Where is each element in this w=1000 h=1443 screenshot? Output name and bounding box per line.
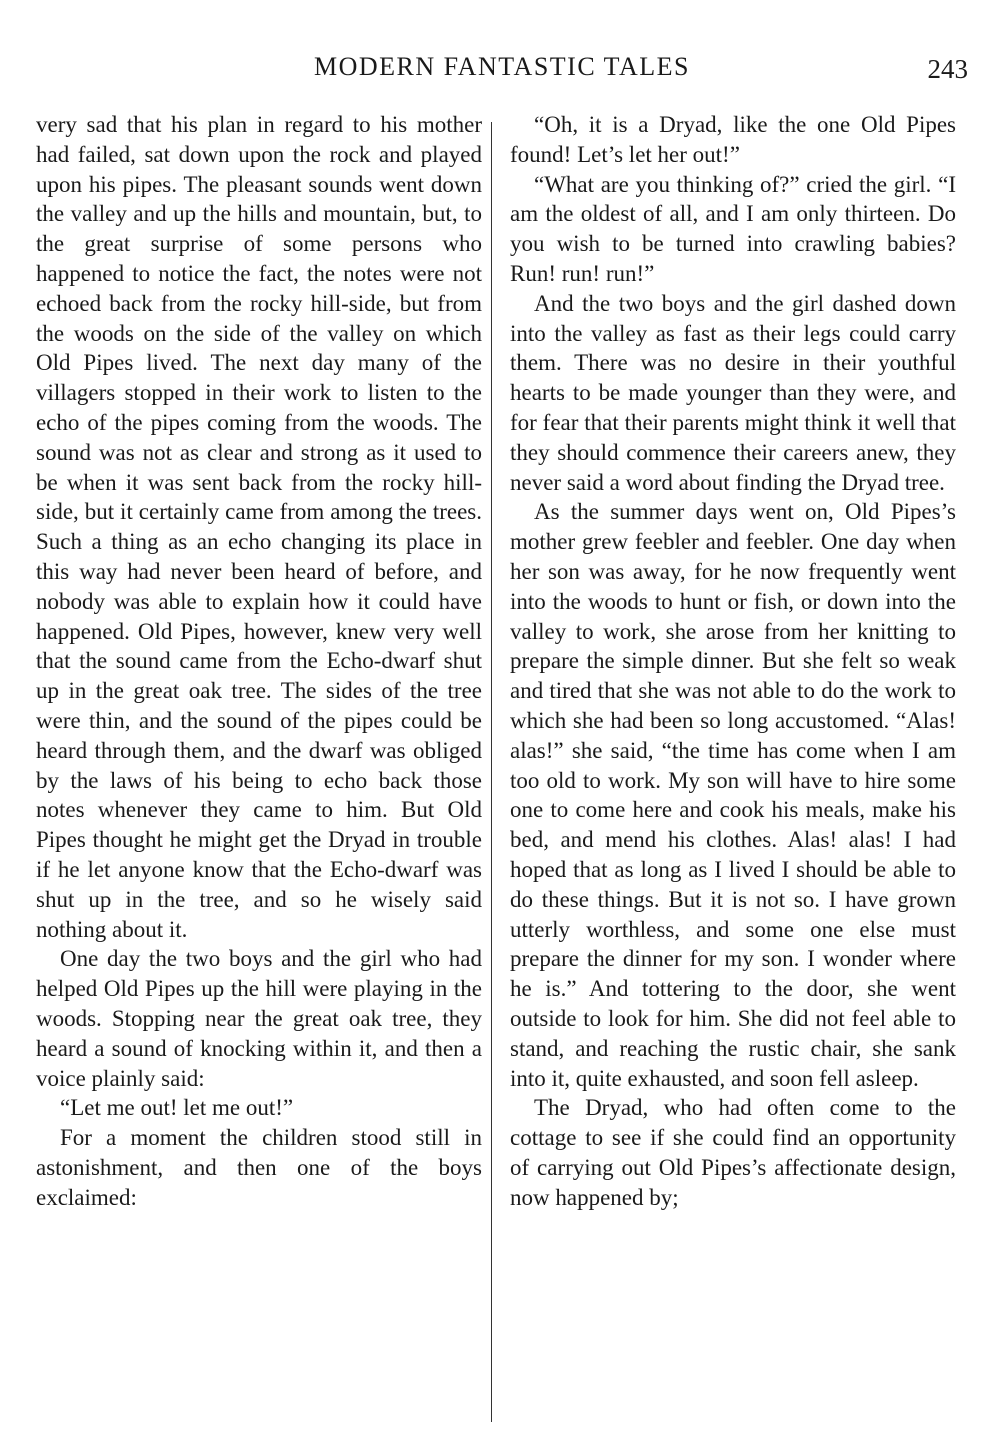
paragraph: And the two boys and the girl dashed down into the valley as fast as their legs could carry them. There was no desire in their youthful hearts to be made younger than they were, and for fear that their parents might think it well that they should commence their careers anew, they never said a word about finding the Dryad tree. xyxy=(510,290,956,495)
paragraph: very sad that his plan in regard to his mother had failed, sat down upon the rock and played upon his pipes. The pleasant sounds went down the valley and up the hills and mountain, but, to the great surprise of some persons who happened to notice the fact, the notes were not echoed back from the rocky hill-side, but from the woods on the side of the valley on which Old Pipes lived. The next day many of the villagers stopped in their work to listen to the echo of the pipes coming from the woods. The sound was not as clear and strong as it used to be when it was sent back from the rocky hill-side, but it certainly came from among the trees. Such a thing as an echo changing its place in this way had never been heard of before, and nobody was able to explain how it could have happened. Old Pipes, however, knew very well that the sound came from the Echo-dwarf shut up in the great oak tree. The sides of the tree were thin, and the sound of the pipes could be heard through them, and the dwarf was obliged by the laws of his being to echo back those notes whenever they came to him. But Old Pipes thought he might get the Dryad in trouble if he let anyone know that the Echo-dwarf was shut up in the tree, and so he wisely said nothing about it. xyxy=(36,112,482,942)
paragraph: For a moment the children stood still in astonishment, and then one of the boys exclaimed: xyxy=(36,1125,482,1210)
left-column xyxy=(36,110,482,1212)
right-column xyxy=(510,110,956,1212)
paragraph: One day the two boys and the girl who had helped Old Pipes up the hill were playing in the woods. Stopping near the great oak tree, they heard a sound of knocking within it, and then a voice plainly said: xyxy=(36,946,482,1091)
paragraph: “What are you thinking of?” cried the girl. “I am the oldest of all, and I am only thirteen. Do you wish to be turned into crawling babies? Run! run! run!” xyxy=(510,171,956,286)
column-divider xyxy=(491,122,492,1422)
page-header xyxy=(36,52,968,92)
paragraph: As the summer days went on, Old Pipes’s mother grew feebler and feebler. One day when her son was away, for he now frequently went into the woods to hunt or fish, or down into the valley to work, she arose from her knitting to prepare the simple dinner. But she felt so weak and tired that she was not able to do the work to which she had been so long accustomed. “Alas! alas!” she said, “the time has come when I am too old to work. My son will have to hire some one to come here and cook his meals, make his bed, and mend his clothes. Alas! alas! I had hoped that as long as I lived I should be able to do these things. But it is not so. I have grown utterly worthless, and some one else must prepare the dinner for my son. I wonder where he is.” And tottering to the door, she went outside to look for him. She did not feel able to stand, and reaching the rustic chair, she sank into it, quite exhausted, and soon fell asleep. xyxy=(510,499,956,1091)
paragraph: “Oh, it is a Dryad, like the one Old Pipes found! Let’s let her out!” xyxy=(510,112,956,167)
paragraph: “Let me out! let me out!” xyxy=(60,1095,294,1121)
paragraph: The Dryad, who had often come to the cottage to see if she could find an opportunity of carrying out Old Pipes’s affectionate design, now happened by; xyxy=(510,1095,956,1210)
page-number: 243 xyxy=(927,54,968,84)
running-title: MODERN FANTASTIC TALES xyxy=(313,52,690,81)
